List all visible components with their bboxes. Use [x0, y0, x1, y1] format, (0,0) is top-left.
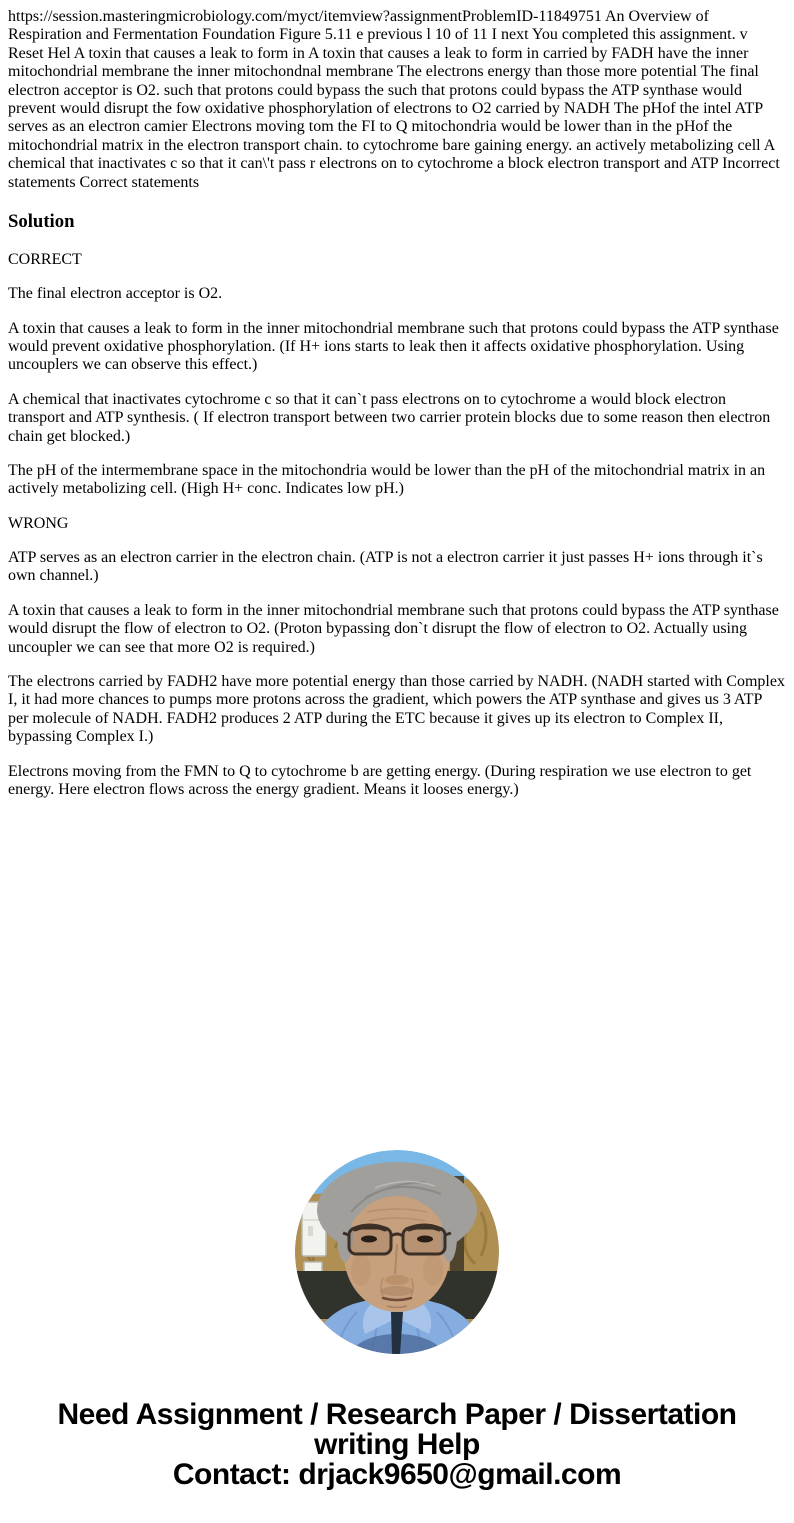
- assignment-header-text: https://session.masteringmicrobiology.com/myct/itemview?assignmentProblemID-11849751 An Overview of Respiration and Fermentation Foundation Figure 5.11 e previous l 10 of 11 I next You completed this assignment. v Reset Hel A toxin that causes a leak to form in A toxin that causes a leak to form in carried by FADH have the inner mitochondrial membrane the inner mitochondnal membrane The electrons energy than those more potential The final electron acceptor is O2. such that protons could bypass the such that protons could bypass the ATP synthase would prevent would disrupt the fow oxidative phosphorylation of electrons to O2 carried by NADH The pHof the intel ATP serves as an electron camier Electrons moving tom the FI to Q mitochondria would be lower than in the pHof the mitochondrial matrix in the electron transport chain. to cytochrome bare gaining energy. an actively metabolizing cell A chemical that inactivates c so that it can\'t pass r electrons on to cytochrome a block electron transport and ATP Incorrect statements Correct statements: [8, 8, 780, 191]
- tutor-portrait-illustration: [295, 1150, 499, 1354]
- wrong-item: Electrons moving from the FMN to Q to cytochrome b are getting energy. (During respiration we use electron to get energy. Here electron flows across the energy gradient. Means it looses energy.): [8, 762, 752, 798]
- wrong-item: ATP serves as an electron carrier in the electron chain. (ATP is not a electron carrier it just passes H+ ions through it`s own channel.): [8, 549, 763, 585]
- correct-item: The pH of the intermembrane space in the mitochondria would be lower than the pH of the mitochondrial matrix in an actively metabolizing cell. (High H+ conc. Indicates low pH.): [8, 461, 766, 498]
- footer-banner: [8, 1400, 786, 1490]
- footer-help-text: Need Assignment / Research Paper / Dissertation writing Help: [57, 1398, 737, 1462]
- panel-switch: [308, 1226, 313, 1236]
- mustache-shadow: [381, 1286, 413, 1296]
- cheek-shade-right: [423, 1254, 443, 1286]
- correct-item: A toxin that causes a leak to form in the inner mitochondrial membrane such that protons could bypass the ATP synthase would prevent oxidative phosphorylation. (If H+ ions starts to leak then it affects oxidative phosphorylation. Using uncouplers we can observe this effect.): [8, 319, 779, 374]
- glasses-right-lens: [403, 1228, 445, 1254]
- tutor-photo-container: [8, 1150, 786, 1354]
- solution-heading: Solution: [8, 210, 75, 232]
- nose-base: [385, 1275, 409, 1285]
- correct-item: The final electron acceptor is O2.: [8, 285, 223, 303]
- wrong-item: The electrons carried by FADH2 have more potential energy than those carried by NADH. (NADH started with Complex I, it had more chances to pumps more protons across the gradient, which powers the ATP synthase and gives us 3 ATP per molecule of NADH. FADH2 produces 2 ATP during the ETC because it gives up its electron to Complex II, bypassing Complex I.): [8, 673, 785, 746]
- glasses-temple-right: [445, 1233, 451, 1235]
- cheek-shade-left: [351, 1254, 371, 1286]
- glasses-temple-left: [343, 1233, 349, 1235]
- correct-section-label: CORRECT: [8, 250, 82, 268]
- tutor-photo: [295, 1150, 499, 1354]
- footer-contact: Contact: drjack9650@gmail.com: [172, 1458, 622, 1492]
- wrong-section-label: WRONG: [8, 514, 69, 532]
- glasses-left-lens: [349, 1228, 391, 1254]
- wrong-item: A toxin that causes a leak to form in the inner mitochondrial membrane such that protons could bypass the ATP synthase would disrupt the flow of electron to O2. (Proton bypassing don`t disrupt the flow of electron to O2. Actually using uncoupler we can see that more O2 is required.): [8, 601, 779, 656]
- correct-item: A chemical that inactivates cytochrome c so that it can`t pass electrons on to cytochrome a would block electron transport and ATP synthesis. ( If electron transport between two carrier protein blocks due to some reason then electron chain get blocked.): [8, 390, 771, 445]
